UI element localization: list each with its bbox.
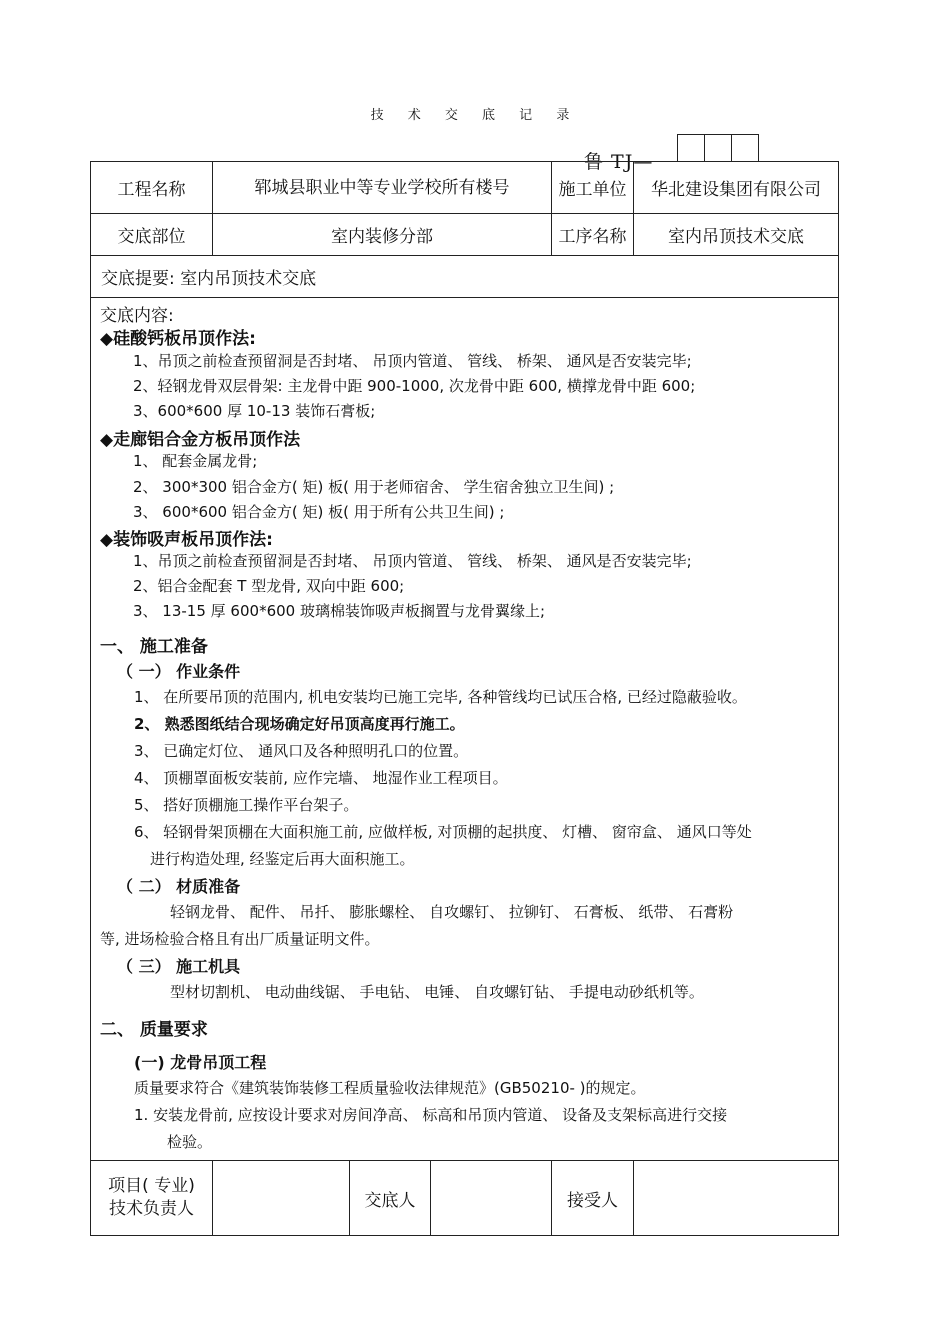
process-value: 室内吊顶技术交底 bbox=[634, 214, 839, 256]
subsection-heading: (一) 龙骨吊顶工程 bbox=[134, 1053, 267, 1072]
content-line: 等, 进场检验合格且有出厂质量证明文件。 bbox=[100, 930, 380, 948]
content-line: 1、吊顶之前检查预留洞是否封堵、 吊顶内管道、 管线、 桥架、 通风是否安装完毕; bbox=[133, 552, 692, 570]
content-line: 2、轻钢龙骨双层骨架: 主龙骨中距 900-1000, 次龙骨中距 600, 横撑龙骨中距 600; bbox=[133, 377, 696, 395]
content-line: 1、 在所要吊顶的范围内, 机电安装均已施工完毕, 各种管线均已试压合格, 已经过隐蔽验收。 bbox=[134, 688, 747, 706]
content-line: 进行构造处理, 经鉴定后再大面积施工。 bbox=[150, 850, 415, 868]
content-line: 6、 轻钢骨架顶棚在大面积施工前, 应做样板, 对顶棚的起拱度、 灯槽、 窗帘盒、 通风口等处 bbox=[134, 823, 752, 841]
part-value: 室内装修分部 bbox=[213, 214, 552, 256]
form-code-boxes bbox=[678, 134, 759, 162]
content-body bbox=[91, 298, 838, 1160]
builder-label: 施工单位 bbox=[552, 162, 634, 214]
content-line: 3、 600*600 铝合金方( 矩) 板( 用于所有公共卫生间) ; bbox=[133, 503, 505, 521]
project-name-value: 郓城县职业中等专业学校所有楼号 bbox=[213, 162, 552, 214]
builder-value: 华北建设集团有限公司 bbox=[634, 162, 839, 214]
receiver-signature-field[interactable] bbox=[634, 1161, 839, 1236]
content-line: 3、 13-15 厚 600*600 玻璃棉装饰吸声板搁置与龙骨翼缘上; bbox=[133, 602, 546, 620]
content-line: 1、吊顶之前检查预留洞是否封堵、 吊顶内管道、 管线、 桥架、 通风是否安装完毕; bbox=[133, 352, 692, 370]
code-box bbox=[677, 134, 705, 162]
summary-row bbox=[91, 256, 839, 298]
discloser-signature-field[interactable] bbox=[431, 1161, 552, 1236]
part-label: 交底部位 bbox=[91, 214, 213, 256]
subsection-heading: （ 二） 材质准备 bbox=[117, 877, 241, 896]
document-title: 技 术 交 底 记 录 bbox=[370, 108, 580, 123]
tech-lead-signature-field[interactable] bbox=[213, 1161, 350, 1236]
content-line: 2、铝合金配套 T 型龙骨, 双向中距 600; bbox=[133, 577, 405, 595]
content-line: 1. 安装龙骨前, 应按设计要求对房间净高、 标高和吊顶内管道、 设备及支架标高进行交接 bbox=[134, 1106, 728, 1124]
code-box bbox=[704, 134, 732, 162]
content-label: 交底内容: bbox=[100, 306, 174, 326]
discloser-label: 交底人 bbox=[350, 1161, 431, 1236]
form-code-label: 鲁 TJ— bbox=[584, 151, 654, 173]
tech-lead-label: 项目( 专业) 技术负责人 bbox=[91, 1161, 213, 1236]
summary-value: 室内吊顶技术交底 bbox=[180, 269, 317, 289]
subsection-heading: （ 一） 作业条件 bbox=[117, 662, 241, 681]
content-line: 2、 300*300 铝合金方( 矩) 板( 用于老师宿舍、 学生宿舍独立卫生间) ; bbox=[133, 478, 615, 496]
content-line: 4、 顶棚罩面板安装前, 应作完墙、 地湿作业工程项目。 bbox=[134, 769, 508, 787]
section-heading: 一、 施工准备 bbox=[100, 637, 208, 657]
section-heading: ◆装饰吸声板吊顶作法: bbox=[100, 530, 273, 550]
process-label: 工序名称 bbox=[552, 214, 634, 256]
disclosure-form bbox=[90, 161, 839, 1236]
content-line: 3、600*600 厚 10-13 装饰石膏板; bbox=[133, 402, 376, 420]
content-line: 轻钢龙骨、 配件、 吊扦、 膨胀螺栓、 自攻螺钉、 拉铆钉、 石膏板、 纸带、 石膏粉 bbox=[170, 903, 734, 921]
section-heading: ◆走廊铝合金方板吊顶作法 bbox=[100, 430, 301, 450]
content-line: 2、 熟悉图纸结合现场确定好吊顶高度再行施工。 bbox=[134, 715, 465, 733]
subsection-heading: （ 三） 施工机具 bbox=[117, 957, 241, 976]
receiver-label: 接受人 bbox=[552, 1161, 634, 1236]
content-line: 型材切割机、 电动曲线锯、 手电钻、 电锤、 自攻螺钉钻、 手提电动砂纸机等。 bbox=[170, 983, 704, 1001]
content-cell bbox=[91, 298, 839, 1161]
summary-label: 交底提要: bbox=[101, 269, 175, 289]
content-line: 质量要求符合《建筑装饰装修工程质量验收法律规范》(GB50210- )的规定。 bbox=[134, 1079, 646, 1097]
project-name-label: 工程名称 bbox=[91, 162, 213, 214]
section-heading: ◆硅酸钙板吊顶作法: bbox=[100, 329, 256, 349]
content-line: 1、 配套金属龙骨; bbox=[133, 452, 258, 470]
section-heading: 二、 质量要求 bbox=[100, 1020, 208, 1040]
content-line: 3、 已确定灯位、 通风口及各种照明孔口的位置。 bbox=[134, 742, 469, 760]
content-line: 5、 搭好顶棚施工操作平台架子。 bbox=[134, 796, 359, 814]
content-line: 检验。 bbox=[167, 1133, 213, 1151]
code-box bbox=[731, 134, 759, 162]
